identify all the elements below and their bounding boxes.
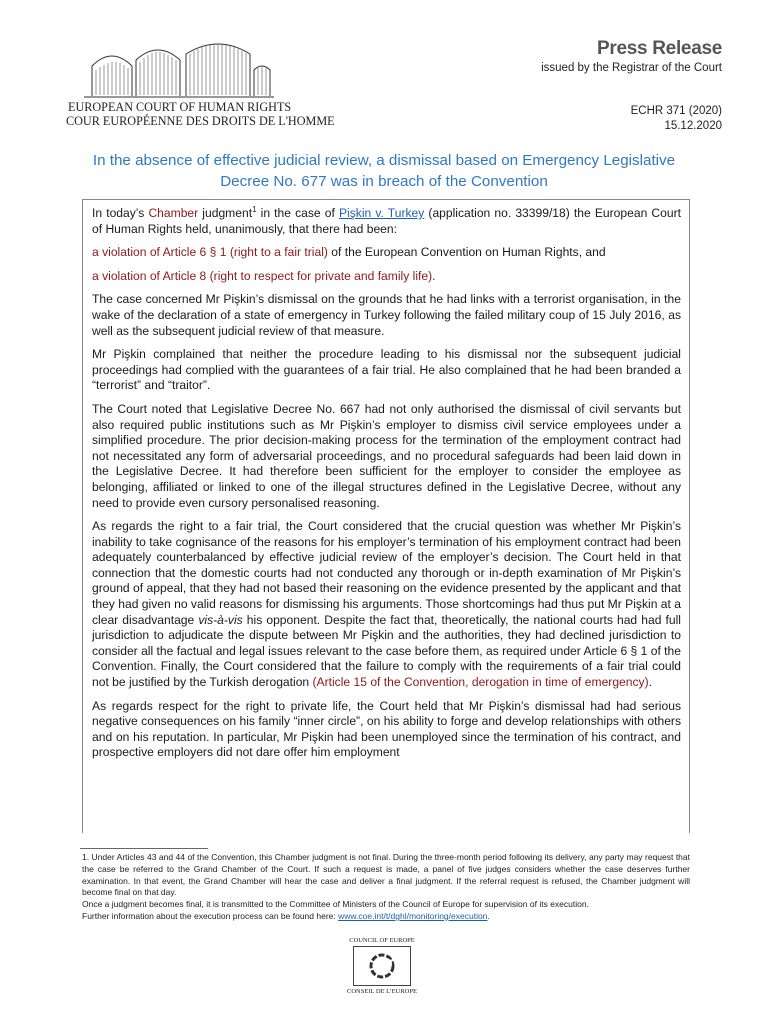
- italic-text: vis-à-vis: [198, 612, 243, 627]
- coe-stars-icon: [362, 950, 402, 982]
- intro-text: In today’s: [92, 206, 149, 220]
- summary-box: [82, 199, 690, 833]
- footnote-text-part: Further information about the execution process can be found here:: [82, 910, 339, 921]
- council-of-europe-logo: [340, 937, 424, 995]
- court-name-en: EUROPEAN COURT OF HUMAN RIGHTS: [68, 100, 292, 114]
- footnote-text: [82, 911, 690, 923]
- footnote-text: Once a judgment becomes final, it is transmitted to the Committee of Ministers of the Council of Europe for supervision of its execution.: [82, 899, 589, 910]
- violation-item: [92, 245, 681, 261]
- execution-link[interactable]: www.coe.int/t/dghl/monitoring/execution: [338, 910, 488, 921]
- violation-item: [92, 269, 681, 285]
- press-subtitle: issued by the Registrar of the Court: [541, 62, 722, 74]
- body-text: As regards the right to a fair trial, the Court considered that the crucial question was whether Mr Pişkin’s inability to take cognisance of the reasons for his employer’s termination of his employment contract had been adequately counterbalanced by effective judicial review of the employer’s decision. The Court held in that connection that the domestic courts had not conducted any thorough or in-depth examination of Mr Pişkin’s ground of appeal, that they had not based their reasoning on the evidence presented by the applicant and that they had given no valid reasons for dismissing his arguments. Those shortcomings had thus put Mr Pişkin at a clear disadvantage: [92, 519, 681, 627]
- reference-number: ECHR 371 (2020): [630, 105, 722, 117]
- court-name-fr: COUR EUROPÉENNE DES DROITS DE L'HOMME: [66, 114, 335, 128]
- footnote-text-part: .: [487, 910, 490, 921]
- body-text: his opponent. Despite the fact that, theoretically, the national courts had had full jurisdiction to adjudicate the dispute between Mr Pişkin and the authorities, they had declined jurisdiction to consider all the factual and legal issues relevant to the case before them, as required under Article 6 § 1 of the Convention. Finally, the Court considered that the failure to comply with the requirements of a fair trial could not be justified by the Turkish derogation: [92, 612, 681, 690]
- footnote-ref[interactable]: 1: [252, 204, 257, 214]
- violation-rest: of the European Convention on Human Rights, and: [327, 245, 606, 260]
- body-paragraph: The Court noted that Legislative Decree No. 667 had not only authorised the dismissal of civil servants but also required public institutions such as Mr Pişkin’s employer to dismiss civil service employees under a simplified procedure. The prior decision-making process for the termination of the employment contract had not necessitated any form of adversarial proceedings, and no procedural safeguards had been laid down in the Legislative Decree. It had therefore been sufficient for the employer to consider the employee as belonging, affiliated or linked to one of the illegal structures defined in the Legislative Decree, without any need to provide even cursory personalised reasoning.: [92, 401, 681, 510]
- article-15-ref: (Article 15 of the Convention, derogation in time of emergency): [312, 675, 649, 690]
- case-link[interactable]: Pişkin v. Turkey: [338, 206, 425, 220]
- chamber-label: Chamber: [148, 206, 199, 220]
- body-paragraph: As regards respect for the right to private life, the Court held that Mr Pişkin’s dismissal had had serious negative consequences on his family “inner circle”, on his ability to forge and develop relationships with others and on his reputation. In particular, Mr Pişkin had been unemployed since the termination of his contract, and prospective employers did not dare offer him employment: [92, 698, 681, 760]
- footnote-text: 1. Under Articles 43 and 44 of the Convention, this Chamber judgment is not final. During the three-month period following its delivery, any party may request that the case be referred to the Grand Chamber of the Court. If such a request is made, a panel of five judges considers whether the case deserves further examination. In that event, the Grand Chamber will hear the case and deliver a final judgment. If the referral request is refused, the Chamber judgment will become final on that day.: [82, 852, 690, 898]
- intro-text: in the case of: [256, 206, 339, 220]
- violation-rest: .: [432, 268, 436, 283]
- body-paragraph: [92, 519, 681, 691]
- release-date: 15.12.2020: [664, 120, 722, 132]
- court-logo: [66, 40, 335, 128]
- body-paragraph: The case concerned Mr Pişkin’s dismissal on the grounds that he had links with a terrorist organisation, in the wake of the declaration of a state of emergency in Turkey following the failed military coup of 15 July 2016, as well as the subsequent judicial review of that measure.: [92, 292, 681, 338]
- press-release-header: [541, 38, 722, 74]
- court-building-icon: [78, 40, 278, 100]
- coe-flag: [353, 946, 411, 986]
- coe-label-fr: CONSEIL DE L’EUROPE: [347, 988, 417, 995]
- coe-label-en: COUNCIL OF EUROPE: [349, 937, 415, 944]
- press-title: Press Release: [597, 38, 722, 59]
- intro-paragraph: [92, 206, 681, 237]
- violation-label: a violation of Article 6 § 1 (right to a fair trial): [92, 245, 328, 260]
- intro-text: (application no. 33399/18) the European Court of Human Rights held, unanimously, that there had been:: [92, 206, 681, 236]
- footnote: [82, 852, 690, 923]
- headline: In the absence of effective judicial review, a dismissal based on Emergency Legislative Decree No. 677 was in breach of the Convention: [92, 152, 676, 190]
- body-paragraph: Mr Pişkin complained that neither the procedure leading to his dismissal nor the subsequent judicial proceedings had complied with the guarantees of a fair trial. He also complained that he had been branded a “terrorist” and “traitor”.: [92, 347, 681, 393]
- footnote-divider: [80, 848, 208, 849]
- reference-block: [631, 104, 722, 134]
- violation-label: a violation of Article 8 (right to respect for private and family life): [92, 268, 433, 283]
- intro-text: judgment: [198, 206, 253, 220]
- body-text: .: [648, 675, 653, 690]
